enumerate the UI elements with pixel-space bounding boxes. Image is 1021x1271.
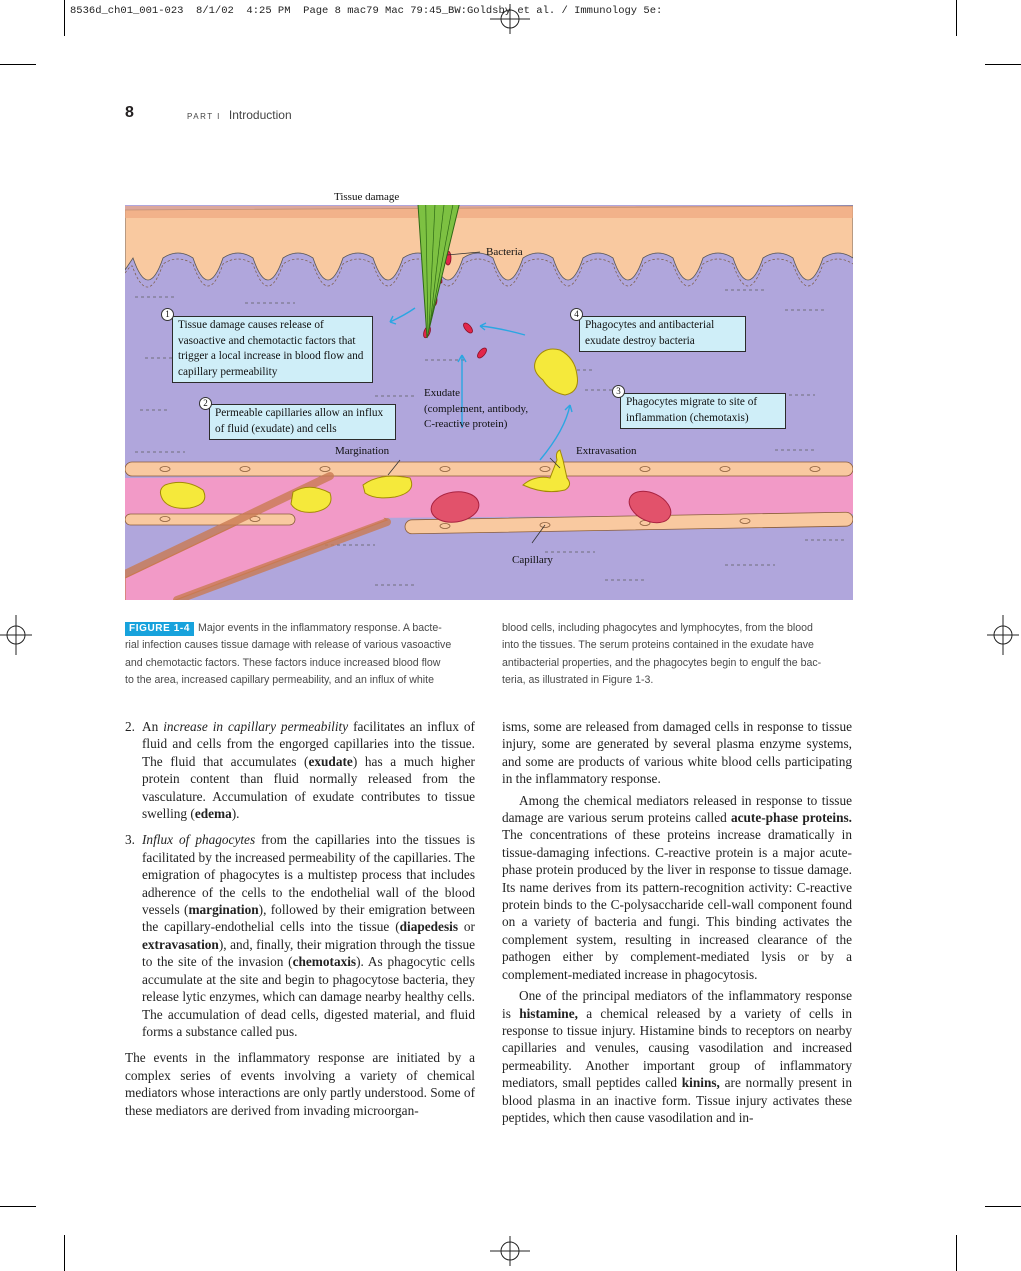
caption-line: and chemotactic factors. These factors induce increased blood flow [125,656,441,669]
bold-term: diapedesis [399,919,459,935]
section-title: Introduction [228,108,292,122]
text-run: from the capillaries into the tissues is facilitated by the increased permeability of the capillaries. The emigration of phagocytes is a multistep process that includes adherence of the cells to the endothelial wall of the blood vessels ( [142,832,475,918]
bold-term: extravasation [142,936,219,952]
crop-mark [0,64,36,65]
running-header [187,108,292,122]
list-item [125,831,475,1040]
text-run: or [458,919,475,935]
registration-mark-bottom [490,1236,530,1266]
list-item [125,718,475,822]
figure-tag: FIGURE 1-4 [125,622,194,636]
callout-text: Tissue damage causes release of vasoactive and chemotactic factors that trigger a local increase in blood flow and capillary permeability [178,319,364,378]
text-run: One of the principal mediators of the inflammatory response is [502,988,852,1021]
text-run: ), and, finally, their migration through the tissue to the site of the invasion ( [142,936,475,970]
text-run: ). [231,806,240,822]
bold-term: acute-phase proteins. [730,810,852,826]
part-label: PART I [187,112,221,121]
callout-2 [209,404,396,440]
page-number: 8 [125,104,134,121]
paragraph [502,987,852,1126]
label-margination: Margination [335,445,390,457]
text-run: The concentrations of these proteins increase dramatically in tissue-damaging infections. C-reactive protein is a major acute-phase protein produced by the liver in response to tissue damage. Its name derives from its pattern-recognition activity: C-reactive protein binds to the C-polysaccharide cell-wall component found on a variety of bacteria and fungi. This binding activates the complement system, resulting in increased clearance of the pathogen either by complement-mediated lysis or by a complement-mediated increase in phagocytosis. [502,827,852,982]
figure-caption-left [125,620,477,689]
caption-line: teria, as illustrated in Figure 1-3. [502,673,654,686]
italic-term: Influx of phagocytes [142,832,256,848]
text-run: are normally present in blood plasma in an inactive form. Tissue injury activates these peptides, which then cause vasodilation and in- [502,1075,852,1125]
body-column-left [125,718,475,1119]
label-capillary: Capillary [512,554,553,566]
label-tissue-damage: Tissue damage [334,191,400,203]
callout-1 [172,316,373,383]
label-exudate-line: (complement, antibody, [424,402,529,415]
label-extravasation: Extravasation [576,445,637,457]
bold-term: histamine, [519,1005,578,1021]
step-number-1: 1 [161,308,174,321]
callout-text: Phagocytes and antibacterial exudate destroy bacteria [585,319,715,347]
label-bacteria: Bacteria [486,246,523,258]
step-number-2: 2 [199,397,212,410]
text-run: ). As phagocytic cells accumulate at the site and begin to phagocytose bacteria, they release lytic enzymes, which can damage nearby healthy cells. The accumulation of dead cells, digested material, and fluid forms a substance called pus. [142,954,475,1039]
text-run: ) has a much higher protein content than fluid normally released from the vasculature. Accumulation of exudate contributes to tissue swelling ( [142,753,475,822]
inflammation-figure [125,160,854,601]
registration-mark-left [0,615,32,655]
bold-term: edema [194,806,232,822]
body-column-right [502,718,852,1126]
endothelial-wall-top [125,462,853,476]
step-number-3: 3 [612,385,625,398]
crop-mark [64,0,65,36]
crop-mark [0,1206,36,1207]
caption-line: blood cells, including phagocytes and lymphocytes, from the blood [502,622,813,634]
print-slug: 8536d_ch01_001-023 8/1/02 4:25 PM Page 8 mac79 Mac 79:45_BW:Goldsby et al. / Immunology 5e: [70,5,663,17]
paragraph: The events in the inflammatory response are initiated by a complex series of events involving a variety of chemical mediators whose interactions are only partly understood. Some of these mediators are derived from invading microorgan- [125,1050,475,1118]
bold-term: margination [188,902,259,918]
bold-term: chemotaxis [292,954,357,970]
text-run: ), followed by their emigration between the capillary-endothelial cells into the tissue ( [142,902,475,935]
capillary-lumen [125,472,853,520]
text-run: An [142,719,164,734]
caption-line: to the area, increased capillary permeability, and an influx of white [125,673,434,686]
list-number: 3. [125,832,135,848]
bold-term: exudate [308,753,353,769]
label-exudate-line: C-reactive protein) [424,418,508,430]
list-number: 2. [125,719,135,734]
caption-line: Major events in the inflammatory response. A bacte- [198,622,442,634]
caption-line: into the tissues. The serum proteins contained in the exudate have [502,639,814,652]
paragraph [502,792,852,983]
text-run: a chemical released by a variety of cells in response to tissue injury. Histamine binds to receptors on nearby capillaries and venules, causing vasodilation and increased permeability. Another important group of inflammatory mediators, small peptides called [502,1005,852,1091]
text-run: facilitates an influx of fluid and cells from the engorged capillaries into the tissue. The fluid that accumulates ( [142,719,475,769]
registration-mark-right [987,615,1019,655]
callout-text: Phagocytes migrate to site of inflammation (chemotaxis) [626,396,758,424]
crop-mark [985,64,1021,65]
step-number-4: 4 [570,308,583,321]
crop-mark [956,0,957,36]
callout-text: Permeable capillaries allow an influx of fluid (exudate) and cells [215,407,384,435]
crop-mark [985,1206,1021,1207]
italic-term: increase in capillary permeability [163,719,349,734]
skin-surface [125,206,853,218]
paragraph: isms, some are released from damaged cells in response to tissue injury, some are generated by several plasma enzyme systems, and some are products of various white blood cells participating in the inflammatory response. [502,719,852,787]
label-exudate [424,386,528,433]
caption-line: antibacterial properties, and the phagocytes begin to engulf the bac- [502,656,822,669]
crop-mark [64,1235,65,1271]
caption-line: rial infection causes tissue damage with release of various vasoactive [125,639,452,652]
label-exudate-line: Exudate [424,387,461,399]
phagocyte [291,487,331,512]
callout-4 [579,316,746,352]
callout-3 [620,393,786,429]
crop-mark [956,1235,957,1271]
text-run: Among the chemical mediators released in response to tissue damage are various serum proteins called [502,792,852,826]
figure-caption-right [502,620,854,689]
registration-mark-top [490,4,530,34]
bold-term: kinins, [681,1075,720,1091]
